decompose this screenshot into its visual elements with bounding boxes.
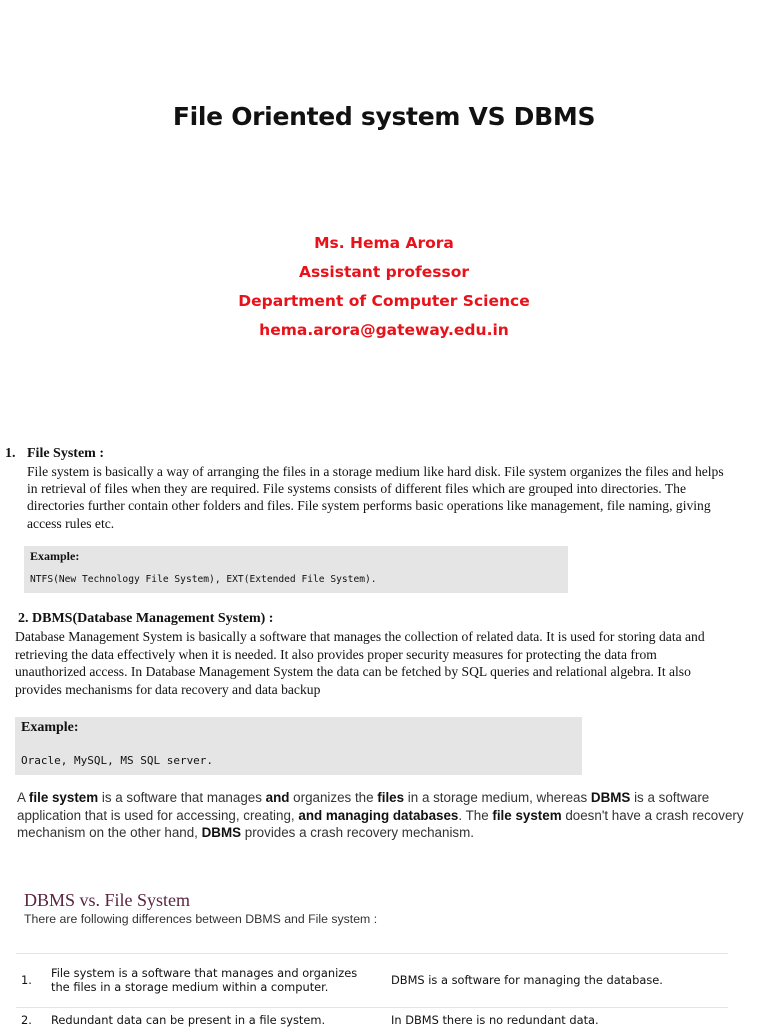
- dbms-example-label: Example:: [21, 720, 79, 735]
- dbms-example-box: [15, 717, 582, 775]
- table-divider: [16, 1007, 728, 1008]
- summary-text: . The: [458, 807, 493, 823]
- file-system-heading-text: File System :: [27, 446, 104, 461]
- file-system-example-label: Example:: [30, 549, 80, 563]
- summary-paragraph: [17, 789, 757, 842]
- summary-bold: and managing databases: [298, 807, 459, 823]
- summary-text: in a storage medium, whereas: [404, 790, 591, 805]
- summary-bold: DBMS: [201, 825, 242, 840]
- table-cell-file-system: File system is a software that manages and organizes the files in a storage medium within a computer.: [51, 966, 358, 994]
- summary-bold: files: [377, 790, 405, 805]
- summary-bold: DBMS: [590, 790, 631, 805]
- page-title: File Oriented system VS DBMS: [172, 102, 596, 131]
- summary-bold: file system: [492, 807, 562, 823]
- table-row-number: 1.: [21, 973, 32, 987]
- author-designation: Assistant professor: [298, 263, 470, 281]
- file-system-example-code: NTFS(New Technology File System), EXT(Extended File System).: [30, 574, 377, 585]
- table-cell-dbms: DBMS is a software for managing the database.: [391, 973, 663, 987]
- summary-text: organizes the: [289, 790, 378, 805]
- author-email[interactable]: hema.arora@gateway.edu.in: [259, 321, 509, 339]
- comparison-subtitle: There are following differences between DBMS and File system :: [24, 912, 378, 926]
- table-cell-dbms: In DBMS there is no redundant data.: [391, 1013, 599, 1027]
- dbms-description: Database Management System is basically a software that manages the collection of related data. It is used for storing data and retrieving the data effectively when it is needed. It also provides proper security measures for protecting the data from unauthorized access. In Database Management System the data can be fetched by SQL queries and relational algebra. It also provides mechanisms for data recovery and data backup: [15, 629, 705, 697]
- table-cell-file-system: Redundant data can be present in a file system.: [51, 1013, 326, 1027]
- file-system-example-box: [24, 546, 568, 593]
- author-block: [0, 229, 768, 345]
- summary-text: doesn't have a crash recovery mechanism on the other hand,: [17, 807, 744, 840]
- summary-text: A: [17, 790, 29, 805]
- author-department: Department of Computer Science: [238, 292, 530, 310]
- file-system-number: 1.: [5, 446, 16, 461]
- summary-text: provides a crash recovery mechanism.: [241, 825, 474, 840]
- summary-text: is a software application that is used for accessing, creating,: [17, 790, 710, 823]
- summary-bold: and: [265, 790, 290, 805]
- comparison-heading: DBMS vs. File System: [24, 890, 191, 910]
- file-system-heading: [5, 446, 104, 462]
- table-row-number: 2.: [21, 1013, 32, 1027]
- author-name: Ms. Hema Arora: [314, 234, 454, 252]
- dbms-example-code: Oracle, MySQL, MS SQL server.: [21, 754, 214, 767]
- summary-bold: file system: [28, 790, 99, 805]
- table-divider: [16, 953, 728, 954]
- file-system-description: File system is basically a way of arranging the files in a storage medium like hard disk. File system organizes the files and helps in retrieval of files when they are required. File systems consists of different files which are grouped into directories. The directories further contain other folders and files. File system performs basic operations like management, file naming, giving access rules etc.: [27, 464, 724, 531]
- dbms-heading: 2. DBMS(Database Management System) :: [18, 611, 274, 626]
- summary-text: is a software that manages: [98, 790, 266, 805]
